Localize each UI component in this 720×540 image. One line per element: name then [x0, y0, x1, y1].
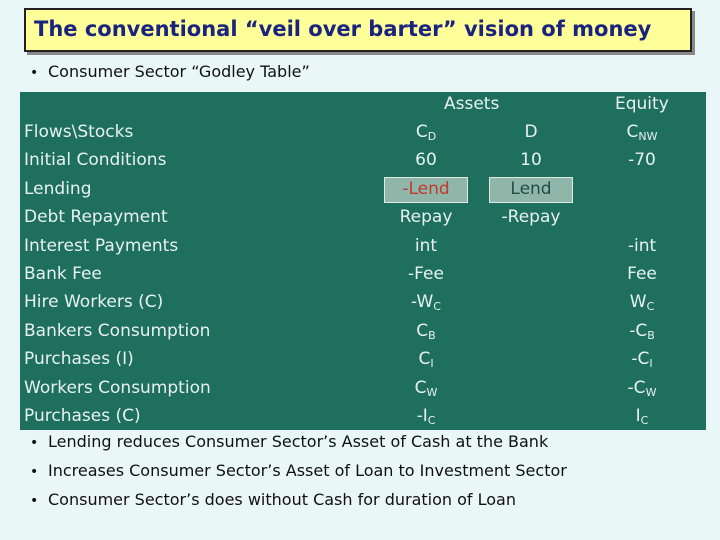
- cell-cash-deposit: [376, 292, 476, 313]
- cell-equity-value: -C: [629, 320, 648, 341]
- cell-cash-deposit-subscript: B: [428, 328, 436, 342]
- cell-cash-deposit-value: C: [415, 122, 428, 142]
- cell-equity: [592, 349, 692, 370]
- cell-loan-value: Lend: [510, 178, 552, 199]
- cell-equity-subscript: C: [640, 414, 649, 427]
- bullet-does-without-cash: [30, 490, 516, 509]
- row-label: Purchases (I): [24, 349, 134, 370]
- row-label: Workers Consumption: [24, 377, 211, 398]
- row-label: Purchases (C): [24, 406, 141, 426]
- cell-equity-value: I: [635, 406, 641, 426]
- cell-equity: [592, 378, 692, 399]
- cell-cash-deposit-subscript: I: [430, 357, 434, 371]
- cell-equity-value: W: [629, 292, 647, 313]
- cell-equity: [592, 122, 692, 143]
- bullet-dot: •: [30, 493, 39, 509]
- bullet-text: Consumer Sector “Godley Table”: [48, 62, 310, 81]
- cell-loan: [481, 179, 581, 200]
- cell-equity-subscript: B: [647, 328, 655, 342]
- row-label: Hire Workers (C): [24, 292, 164, 313]
- cell-loan: [481, 207, 581, 228]
- cell-cash-deposit: [376, 264, 476, 285]
- row-label: Interest Payments: [24, 235, 179, 256]
- cell-cash-deposit-value: 60: [415, 150, 437, 171]
- cell-equity-value: -C: [627, 377, 646, 398]
- header-assets: Assets: [444, 94, 500, 114]
- cell-cash-deposit-subscript: C: [433, 300, 441, 314]
- row-label: Bank Fee: [24, 264, 102, 284]
- cell-equity-subscript: I: [649, 357, 653, 371]
- cell-equity: [592, 406, 692, 427]
- cell-equity: [592, 264, 692, 285]
- cell-cash-deposit: [376, 207, 476, 228]
- cell-equity: [592, 150, 692, 171]
- title-box: [24, 8, 692, 52]
- row-label: Initial Conditions: [24, 150, 167, 171]
- cell-cash-deposit-value: -I: [416, 406, 428, 426]
- cell-equity-subscript: W: [645, 385, 657, 399]
- cell-cash-deposit: [376, 122, 476, 143]
- cell-cash-deposit: [376, 179, 476, 200]
- cell-cash-deposit: [376, 378, 476, 399]
- header-equity: Equity: [615, 94, 669, 114]
- cell-cash-deposit-value: -Lend: [402, 178, 450, 199]
- slide-title: The conventional “veil over barter” vision of money: [34, 17, 652, 41]
- bullet-text: Lending reduces Consumer Sector’s Asset of Cash at the Bank: [48, 432, 549, 451]
- cell-equity-value: C: [626, 122, 639, 142]
- cell-cash-deposit-value: C: [414, 377, 427, 398]
- cell-cash-deposit-subscript: W: [426, 385, 438, 399]
- cell-cash-deposit: [376, 236, 476, 257]
- cell-cash-deposit: [376, 349, 476, 370]
- cell-cash-deposit: [376, 321, 476, 342]
- cell-cash-deposit: [376, 150, 476, 171]
- bullet-consumer-sector: [30, 62, 310, 81]
- row-label: Bankers Consumption: [24, 320, 211, 341]
- bullet-increases-asset: [30, 461, 567, 480]
- cell-loan: [481, 122, 581, 143]
- cell-equity-value: Fee: [627, 264, 657, 284]
- cell-loan: [481, 150, 581, 171]
- cell-cash-deposit-value: -W: [411, 292, 434, 313]
- row-label: Flows\Stocks: [24, 122, 134, 142]
- cell-equity-subscript: C: [646, 300, 655, 314]
- bullet-dot: •: [30, 65, 39, 81]
- cell-loan-value: -Repay: [501, 207, 561, 228]
- cell-cash-deposit-value: C: [416, 320, 429, 341]
- cell-cash-deposit-value: int: [414, 235, 438, 256]
- cell-equity: [592, 292, 692, 313]
- row-label: Lending: [24, 178, 92, 199]
- bullet-dot: •: [30, 435, 39, 451]
- bullet-text: Increases Consumer Sector’s Asset of Loan to Investment Sector: [48, 461, 567, 480]
- bullet-text: Consumer Sector’s does without Cash for duration of Loan: [48, 490, 516, 509]
- cell-cash-deposit-value: C: [418, 349, 431, 370]
- cell-loan-value: D: [524, 122, 538, 142]
- cell-cash-deposit-subscript: C: [427, 414, 436, 427]
- cell-equity: [592, 236, 692, 257]
- bullet-lending-reduces: [30, 432, 548, 451]
- cell-equity-value: -int: [627, 235, 657, 256]
- cell-cash-deposit-value: -Fee: [408, 264, 444, 284]
- cell-equity-value: -70: [628, 150, 656, 171]
- cell-cash-deposit-value: Repay: [399, 207, 453, 228]
- godley-table: [20, 92, 706, 430]
- cell-equity-value: -C: [631, 349, 650, 370]
- bullet-dot: •: [30, 464, 39, 480]
- cell-equity: [592, 321, 692, 342]
- row-label: Debt Repayment: [24, 207, 168, 228]
- cell-cash-deposit: [376, 406, 476, 427]
- cell-cash-deposit-subscript: D: [427, 130, 437, 143]
- cell-equity-subscript: NW: [638, 130, 658, 143]
- cell-loan-value: 10: [520, 150, 542, 171]
